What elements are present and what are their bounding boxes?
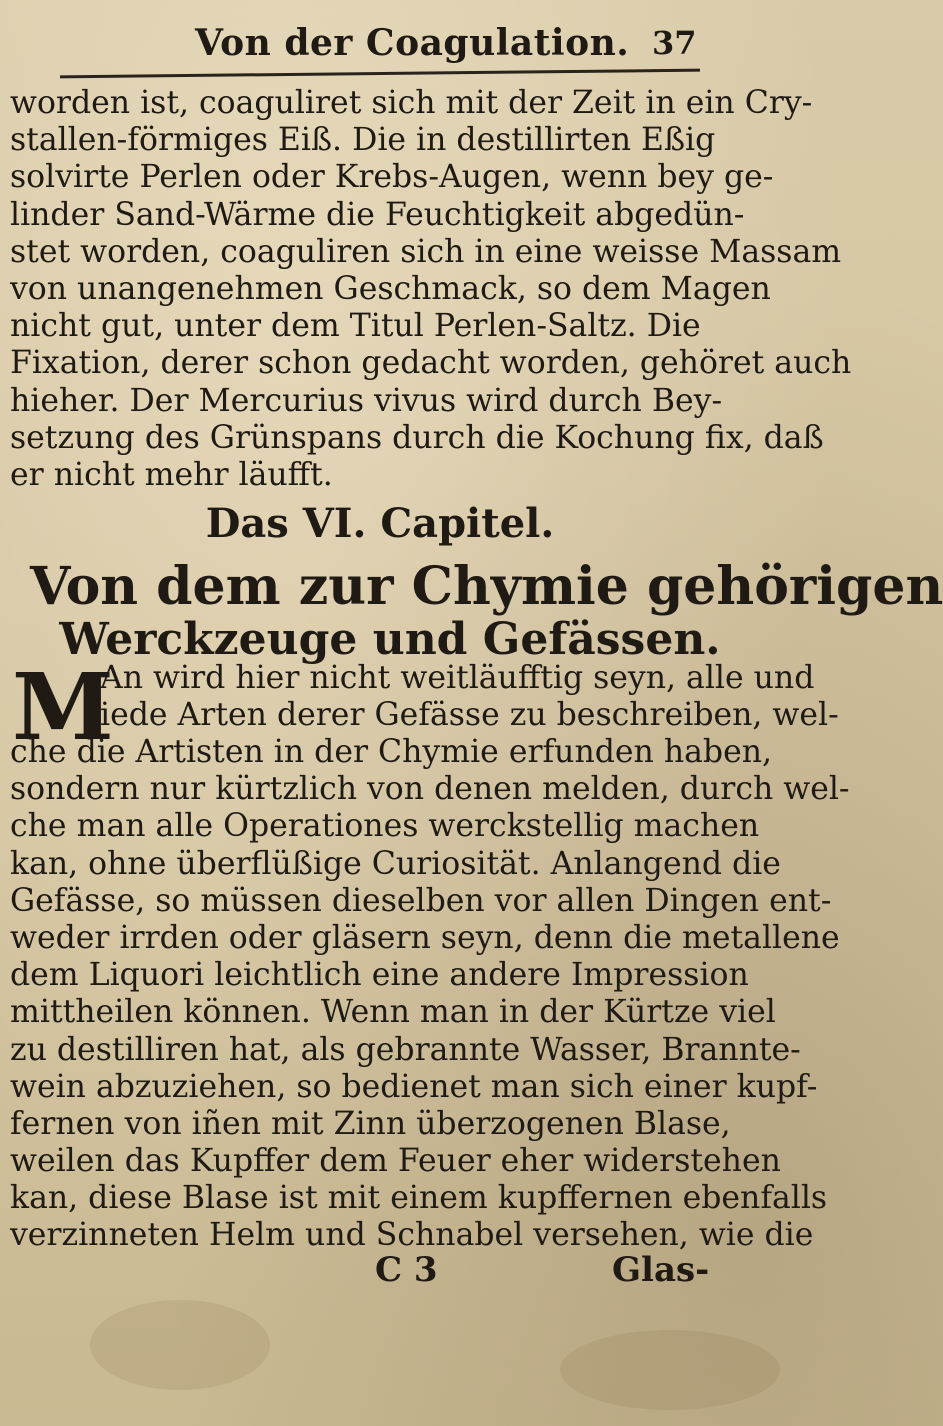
text-line: che die Artisten in der Chymie erfunden haben, bbox=[10, 734, 773, 770]
signature-mark: C 3 bbox=[375, 1250, 438, 1290]
text-line: von unangenehmen Geschmack, so dem Magen bbox=[10, 270, 771, 307]
text-line: solvirte Perlen oder Krebs-Augen, wenn bey ge- bbox=[10, 159, 774, 196]
text-line: er nicht mehr läufft. bbox=[10, 456, 333, 493]
drop-cap-initial: M bbox=[12, 653, 114, 761]
page-footer bbox=[0, 1250, 800, 1300]
text-line: weder irrden oder gläsern seyn, denn die metallene bbox=[10, 919, 840, 956]
text-line: kan, ohne überflüßige Curiosität. Anlangend die bbox=[10, 845, 781, 882]
text-line: fernen von iñen mit Zinn überzogenen Blase, bbox=[10, 1105, 731, 1142]
text-line: sondern nur kürtzlich von denen melden, durch wel- bbox=[10, 771, 850, 808]
text-line: mittheilen können. Wenn man in der Kürtze viel bbox=[10, 994, 776, 1031]
text-line: nicht gut, unter dem Titul Perlen-Saltz. Die bbox=[10, 308, 701, 345]
text-line: verzinneten Helm und Schnabel versehen, wie die bbox=[10, 1217, 814, 1254]
text-line: hieher. Der Mercurius vivus wird durch Bey- bbox=[10, 382, 723, 419]
body-paragraph bbox=[10, 734, 850, 1255]
text-line: iede Arten derer Gefässe zu beschreiben, wel- bbox=[100, 697, 839, 734]
text-line: zu destilliren hat, als gebrannte Wasser, Brannte- bbox=[10, 1031, 801, 1068]
upper-paragraph bbox=[10, 85, 852, 494]
page-number: 37 bbox=[652, 24, 697, 62]
text-line: An wird hier nicht weitläufftig seyn, alle und bbox=[100, 660, 815, 696]
text-line: setzung des Grünspans durch die Kochung fix, daß bbox=[10, 419, 824, 456]
chapter-title-line-2: Werckzeuge und Gefässen. bbox=[59, 614, 721, 665]
text-line: che man alle Operationes werckstellig machen bbox=[10, 808, 760, 845]
text-line: linder Sand-Wärme die Feuchtigkeit abgedün- bbox=[10, 196, 745, 233]
text-line: Fixation, derer schon gedacht worden, gehöret auch bbox=[10, 345, 852, 382]
text-line: Gefässe, so müssen dieselben vor allen Dingen ent- bbox=[10, 882, 832, 919]
text-line: worden ist, coaguliret sich mit der Zeit in ein Cry- bbox=[10, 85, 813, 121]
running-title: Von der Coagulation. bbox=[195, 22, 630, 64]
text-line: dem Liquori leichtlich eine andere Impression bbox=[10, 957, 749, 994]
text-line: wein abzuziehen, so bedienet man sich einer kupf- bbox=[10, 1068, 818, 1105]
paper-stain bbox=[90, 1300, 270, 1390]
chapter-label: Das VI. Capitel. bbox=[205, 500, 555, 547]
catchword: Glas- bbox=[612, 1250, 710, 1290]
first-lines-beside-initial bbox=[100, 660, 839, 734]
text-line: weilen das Kupffer dem Feuer eher widerstehen bbox=[10, 1143, 781, 1180]
chapter-title-line-1: Von dem zur Chymie gehörigen bbox=[30, 556, 943, 617]
paper-stain bbox=[560, 1330, 780, 1410]
text-line: kan, diese Blase ist mit einem kupffernen ebenfalls bbox=[10, 1180, 828, 1217]
page-header bbox=[0, 14, 800, 74]
text-line: stallen-förmiges Eiß. Die in destillirten Eßig bbox=[10, 122, 716, 159]
text-line: stet worden, coaguliren sich in eine weisse Massam bbox=[10, 233, 842, 270]
